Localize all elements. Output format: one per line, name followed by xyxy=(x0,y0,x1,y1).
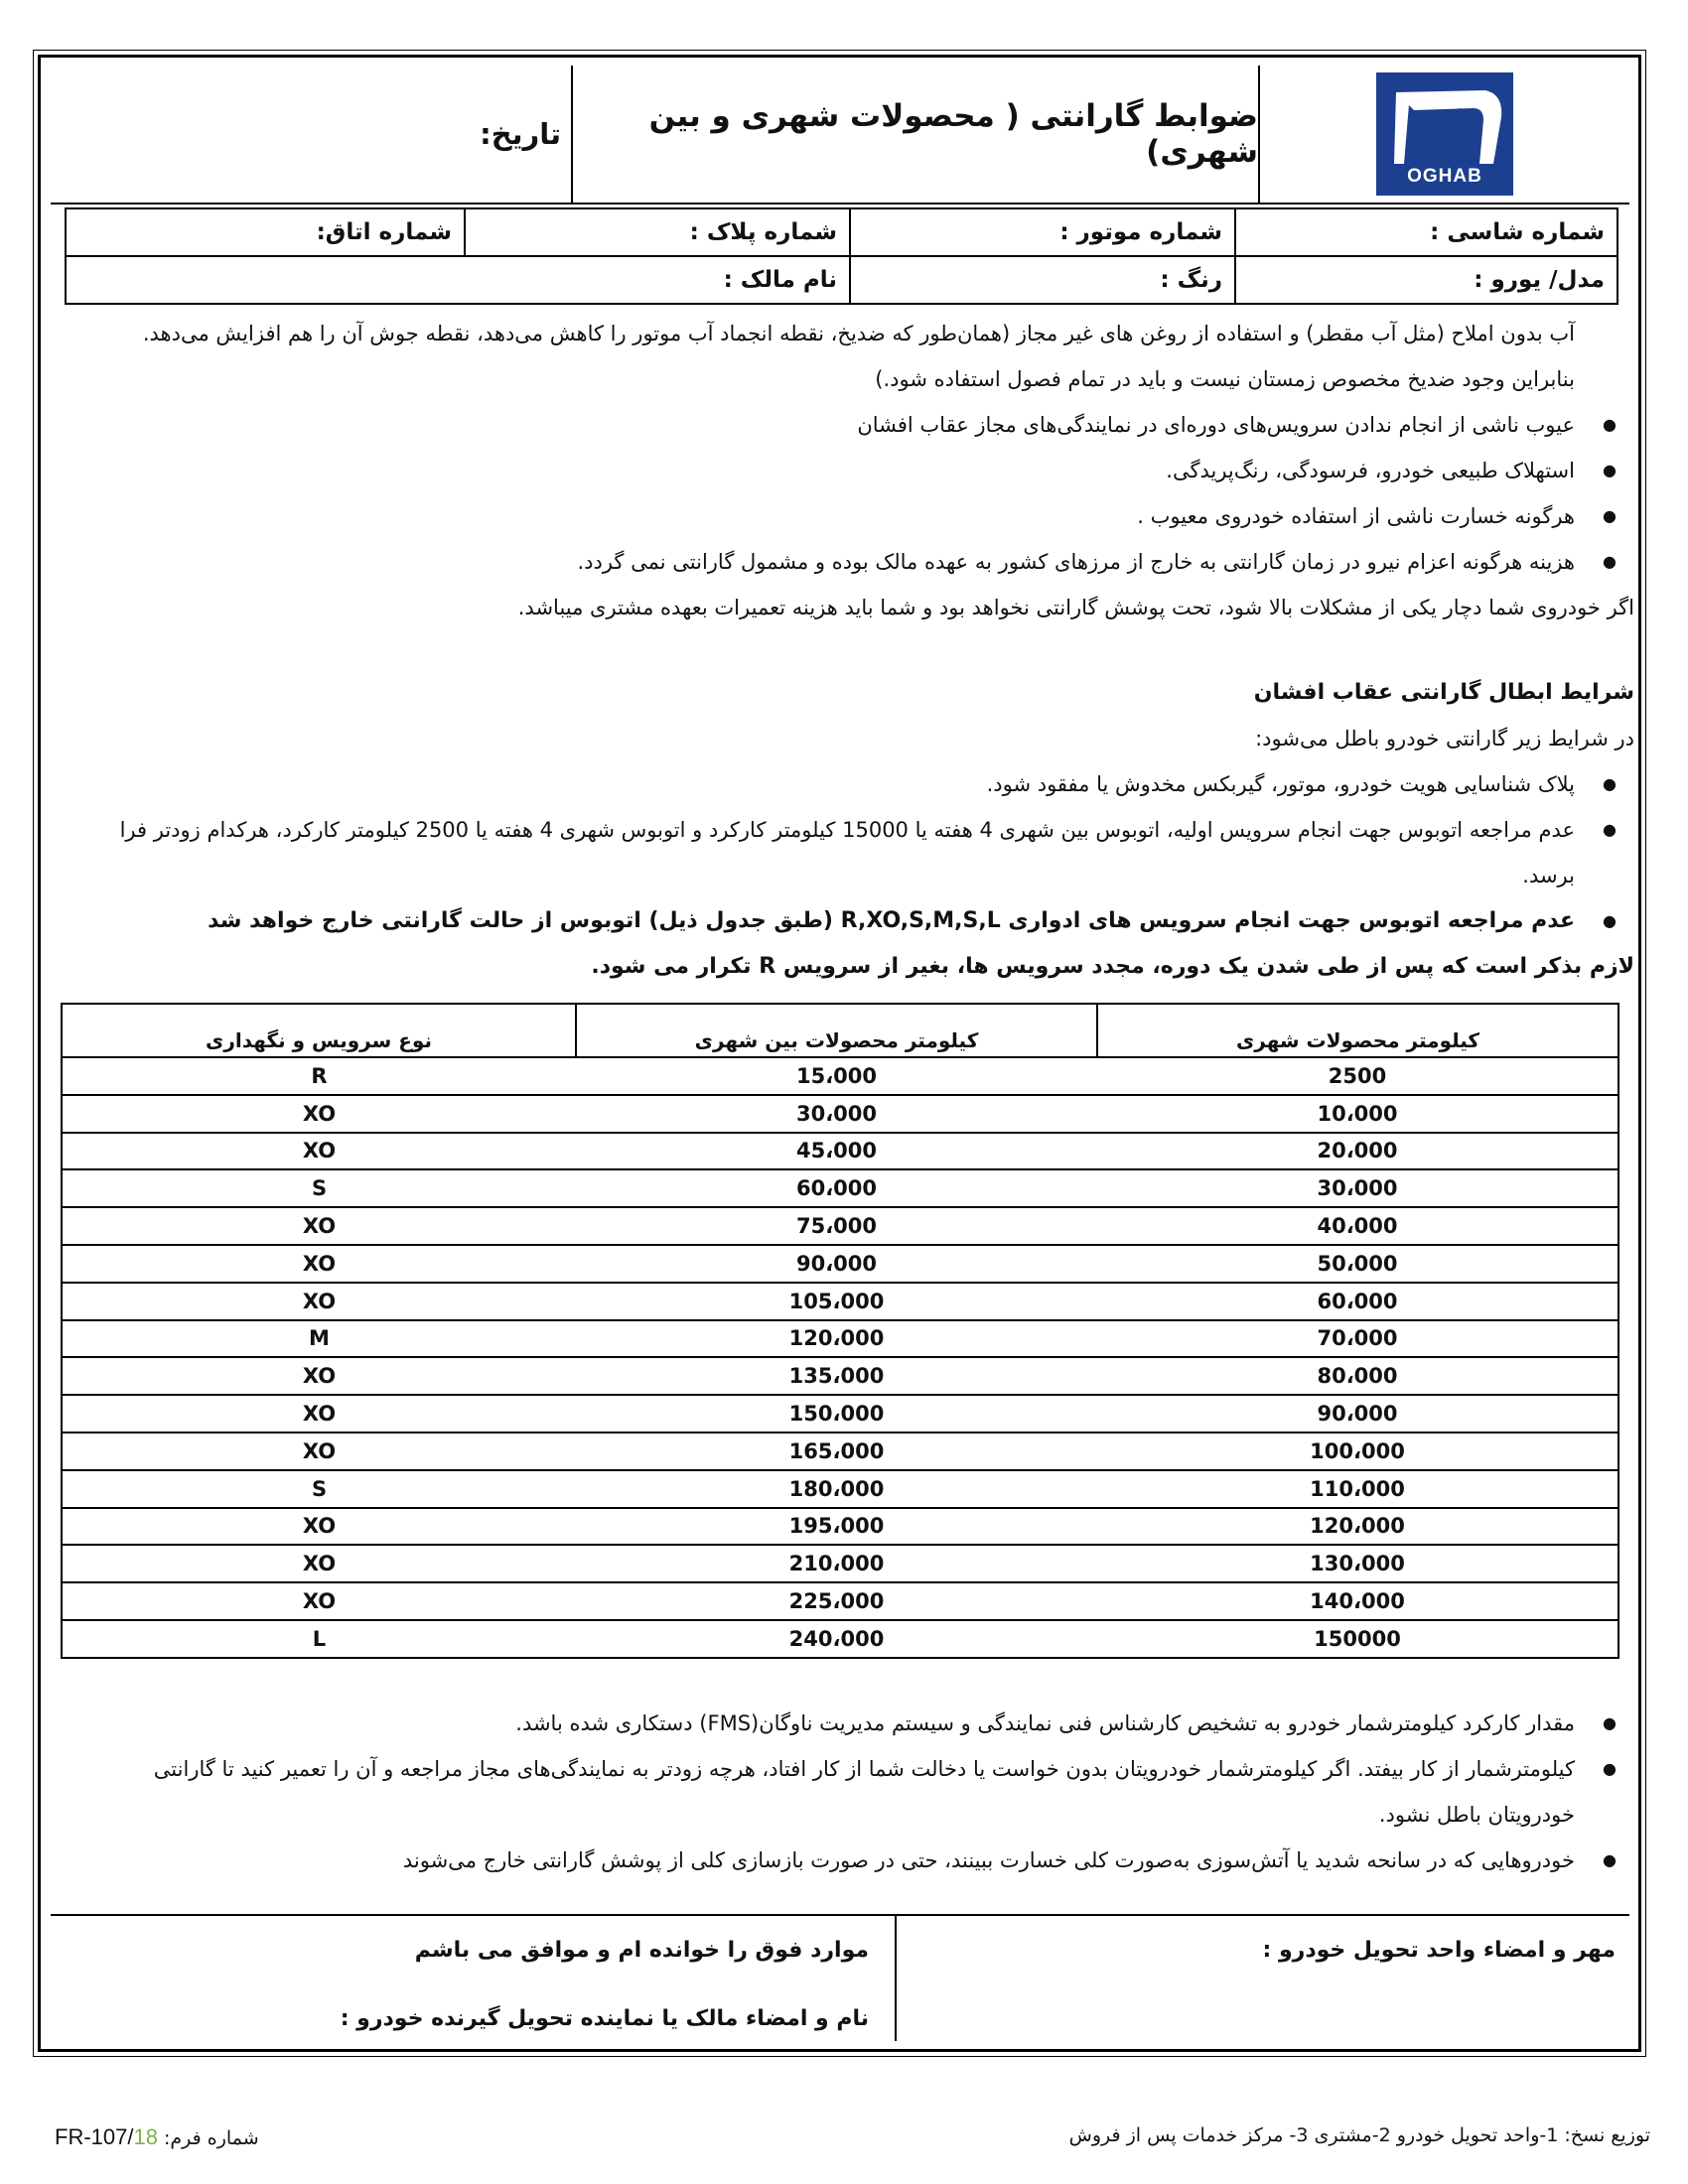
model-field[interactable]: مدل/ یورو : xyxy=(1235,256,1618,304)
chassis-field[interactable]: شماره شاسی : xyxy=(1235,208,1618,256)
table-row xyxy=(62,1470,1618,1508)
engine-field[interactable]: شماره موتور : xyxy=(850,208,1235,256)
service-note: لازم بذکر است که پس از طی شدن یک دوره، مجدد سرویس ها، بغیر از سرویس R تکرار می شود. xyxy=(591,954,1634,979)
table-cell: XO xyxy=(62,1433,576,1470)
table-cell: XO xyxy=(62,1283,576,1320)
table-row xyxy=(62,1320,1618,1358)
plate-field[interactable]: شماره پلاک : xyxy=(465,208,850,256)
table-cell: XO xyxy=(62,1357,576,1395)
table-row xyxy=(62,1169,1618,1207)
table-cell: 225،000 xyxy=(576,1582,1097,1620)
column-header: نوع سرویس و نگهداری xyxy=(62,1004,576,1057)
page-frame xyxy=(38,55,1641,2052)
owner-signature-label: نام و امضاء مالک یا نماینده تحویل گیرنده خودرو : xyxy=(340,2006,869,2031)
oghab-logo xyxy=(1376,72,1513,196)
table-cell: L xyxy=(62,1620,576,1658)
column-header: کیلومتر محصولات شهری xyxy=(1097,1004,1618,1057)
table-cell: 130،000 xyxy=(1097,1545,1618,1582)
color-field[interactable]: رنگ : xyxy=(850,256,1235,304)
table-cell: 100،000 xyxy=(1097,1433,1618,1470)
fms-terms xyxy=(80,1701,1634,1883)
owner-field[interactable]: نام مالک : xyxy=(66,256,850,304)
delivery-unit-signature[interactable]: مهر و امضاء واحد تحویل خودرو : xyxy=(895,1916,1629,2041)
table-cell: S xyxy=(62,1169,576,1207)
list-item: ● پلاک شناسایی هویت خودرو، موتور، گیربکس مخدوش یا مفقود شود. xyxy=(80,761,1575,807)
table-cell: S xyxy=(62,1470,576,1508)
form-code: FR-107/ xyxy=(55,2124,134,2149)
table-cell: R xyxy=(62,1057,576,1095)
list-item: ● هرگونه خسارت ناشی از استفاده خودروی معیوب . xyxy=(80,493,1575,539)
table-cell: M xyxy=(62,1320,576,1358)
table-cell: XO xyxy=(62,1395,576,1433)
table-cell: XO xyxy=(62,1207,576,1245)
table-cell: XO xyxy=(62,1508,576,1546)
list-item: ● عیوب ناشی از انجام ندادن سرویس‌های دوره‌ای در نمایندگی‌های مجاز عقاب افشان xyxy=(80,402,1575,448)
list-item: ● هزینه هرگونه اعزام نیرو در زمان گارانتی به خارج از مرزهای کشور به عهده مالک بوده و مشمول گارانتی نمی گردد. xyxy=(80,539,1575,585)
list-item: ● عدم مراجعه اتوبوس جهت انجام سرویس اولیه، اتوبوس بین شهری 4 هفته یا 15000 کیلومتر کارکرد و اتوبوس شهری 4 هفته یا 2500 کیلومتر کارکرد، هرکدام زودتر فرا برسد. xyxy=(80,807,1575,898)
logo-cell xyxy=(1258,66,1629,203)
footer xyxy=(55,2124,1650,2150)
table-cell: 90،000 xyxy=(1097,1395,1618,1433)
terms-paragraph: آب بدون املاح (مثل آب مقطر) و استفاده از روغن های غیر مجاز (همان‌طور که ضدیخ، نقطه انجماد آب موتور را کاهش می‌دهد، نقطه جوش آن را هم افزایش می‌دهد. xyxy=(142,322,1575,345)
table-row xyxy=(62,1395,1618,1433)
list-item: ● خودروهایی که در سانحه شدید یا آتش‌سوزی به‌صورت کلی خسارت ببینند، حتی در صورت بازسازی کلی از پوشش گارانتی خارج می‌شوند xyxy=(80,1838,1575,1883)
table-cell: 240،000 xyxy=(576,1620,1097,1658)
exclusions-list xyxy=(80,402,1634,585)
void-list xyxy=(80,761,1634,944)
table-cell: 110،000 xyxy=(1097,1470,1618,1508)
service-table-body xyxy=(62,1057,1618,1658)
table-cell: 60،000 xyxy=(576,1169,1097,1207)
table-cell: XO xyxy=(62,1245,576,1283)
void-intro: در شرایط زیر گارانتی خودرو باطل می‌شود: xyxy=(1255,727,1634,751)
vehicle-info-table xyxy=(65,207,1618,305)
table-row xyxy=(62,1508,1618,1546)
table-cell: 120،000 xyxy=(1097,1508,1618,1546)
table-cell: 195،000 xyxy=(576,1508,1097,1546)
list-item: ● عدم مراجعه اتوبوس جهت انجام سرویس های ادواری R,XO,S,M,S,L (طبق جدول ذیل) اتوبوس از حالت گارانتی خارج خواهد شد xyxy=(80,898,1575,944)
table-cell: 40،000 xyxy=(1097,1207,1618,1245)
table-cell: 135،000 xyxy=(576,1357,1097,1395)
table-cell: 140،000 xyxy=(1097,1582,1618,1620)
table-row xyxy=(62,1620,1618,1658)
table-cell: 10،000 xyxy=(1097,1095,1618,1133)
table-cell: 180،000 xyxy=(576,1470,1097,1508)
table-cell: 90،000 xyxy=(576,1245,1097,1283)
table-row xyxy=(62,1283,1618,1320)
date-label: تاریخ: xyxy=(480,117,561,151)
table-cell: 210،000 xyxy=(576,1545,1097,1582)
form-number-label: شماره فرم: xyxy=(164,2127,259,2149)
table-row xyxy=(62,1245,1618,1283)
table-cell: 60،000 xyxy=(1097,1283,1618,1320)
list-item: ● استهلاک طبیعی خودرو، فرسودگی، رنگ‌پریدگی. xyxy=(80,448,1575,493)
table-cell: 15،000 xyxy=(576,1057,1097,1095)
table-row xyxy=(62,1133,1618,1170)
table-cell: 30،000 xyxy=(1097,1169,1618,1207)
header xyxy=(51,66,1629,205)
fms-list xyxy=(80,1701,1634,1883)
terms-paragraph: بنابراین وجود ضدیخ مخصوص زمستان نیست و باید در تمام فصول استفاده شود.) xyxy=(875,367,1575,391)
table-cell: 150000 xyxy=(1097,1620,1618,1658)
table-cell: 2500 xyxy=(1097,1057,1618,1095)
signature-box xyxy=(51,1914,1629,2041)
terms-paragraph: اگر خودروی شما دچار یکی از مشکلات بالا شود، تحت پوشش گارانتی نخواهد بود و شما باید هزینه تعمیرات بعهده مشتری میباشد. xyxy=(517,596,1634,619)
table-cell: 50،000 xyxy=(1097,1245,1618,1283)
table-row xyxy=(62,1433,1618,1470)
table-row xyxy=(62,1207,1618,1245)
table-cell: XO xyxy=(62,1582,576,1620)
terms-body xyxy=(80,311,1634,990)
table-cell: 165،000 xyxy=(576,1433,1097,1470)
table-cell: 70،000 xyxy=(1097,1320,1618,1358)
table-row xyxy=(62,1095,1618,1133)
table-cell: 150،000 xyxy=(576,1395,1097,1433)
table-cell: 105،000 xyxy=(576,1283,1097,1320)
room-field[interactable]: شماره اتاق: xyxy=(66,208,465,256)
table-cell: 20،000 xyxy=(1097,1133,1618,1170)
owner-signature[interactable] xyxy=(51,1916,895,2041)
table-cell: 80،000 xyxy=(1097,1357,1618,1395)
table-row xyxy=(62,1545,1618,1582)
agreement-text: موارد فوق را خوانده ام و موافق می باشم xyxy=(414,1938,869,1963)
table-cell: 75،000 xyxy=(576,1207,1097,1245)
distribution-note: توزیع نسخ: 1-واحد تحویل خودرو 2-مشتری 3- مرکز خدمات پس از فروش xyxy=(1068,2124,1650,2146)
list-item: ● کیلومترشمار از کار بیفتد. اگر کیلومترشمار خودرویتان بدون خواست یا دخالت شما از کار افتاد، هرچه زودتر به نمایندگی‌های مجاز مراجعه و آن را تعمیر کنید تا گارانتی خودرویتان باطل نشود. xyxy=(80,1746,1575,1838)
form-revision: 18 xyxy=(133,2124,158,2149)
table-cell: 45،000 xyxy=(576,1133,1097,1170)
column-header: کیلومتر محصولات بین شهری xyxy=(576,1004,1097,1057)
service-table xyxy=(61,1003,1619,1659)
void-title: شرایط ابطال گارانتی عقاب افشان xyxy=(1253,680,1634,705)
table-cell: XO xyxy=(62,1545,576,1582)
table-cell: XO xyxy=(62,1095,576,1133)
table-row xyxy=(62,1357,1618,1395)
list-item: ● مقدار کارکرد کیلومترشمار خودرو به تشخیص کارشناس فنی نمایندگی و سیستم مدیریت ناوگان(FMS) دستکاری شده باشد. xyxy=(80,1701,1575,1746)
table-row xyxy=(62,1057,1618,1095)
logo-text: OGHAB xyxy=(1407,166,1482,187)
table-cell: 120،000 xyxy=(576,1320,1097,1358)
document-title: ضوابط گارانتی ( محصولات شهری و بین شهری) xyxy=(571,66,1258,203)
table-row xyxy=(62,1582,1618,1620)
form-number xyxy=(55,2124,259,2150)
table-cell: XO xyxy=(62,1133,576,1170)
table-cell: 30،000 xyxy=(576,1095,1097,1133)
